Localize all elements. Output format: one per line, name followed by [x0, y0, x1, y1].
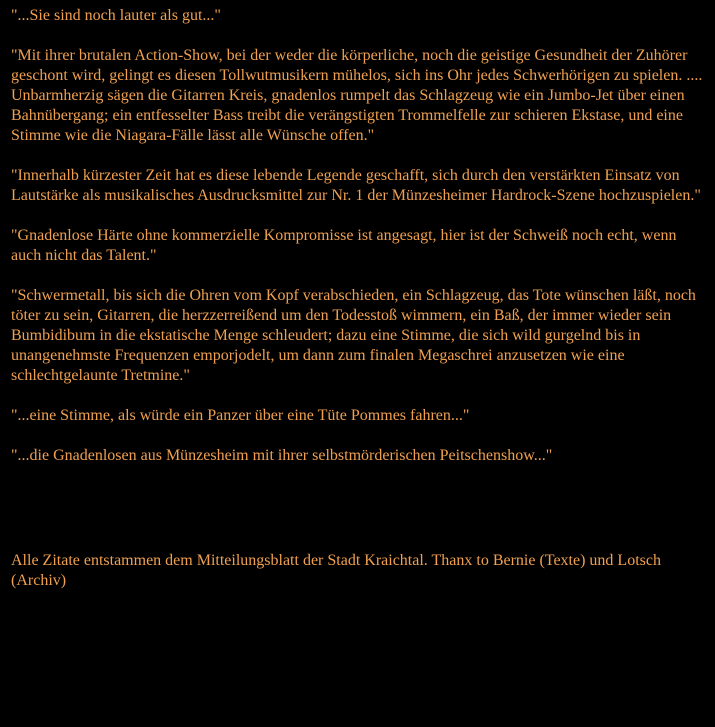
- quote-5: "Schwermetall, bis sich die Ohren vom Kopf verabschieden, ein Schlagzeug, das Tote wünschen läßt, noch töter zu sein, Gitarren, die herzzerreißend um den Todesstoß wimmern, ein Baß, der immer wieder sein Bumbidibum in die ekstatische Menge schleudert; dazu eine Stimme, die sich wild gurgelnd bis in unangenehmste Frequenzen emporjodelt, um dann zum finalen Megaschrei anzusetzen wie eine schlechtgelaunte Tretmine.": [11, 287, 696, 384]
- quote-3: "Innerhalb kürzester Zeit hat es diese lebende Legende geschafft, sich durch den verstärkten Einsatz von Lautstärke als musikalisches Ausdrucksmittel zur Nr. 1 der Münzesheimer Hardrock-Szene hochzuspielen.": [11, 167, 701, 204]
- quote-6: "...eine Stimme, als würde ein Panzer über eine Tüte Pommes fahren...": [11, 407, 470, 424]
- quote-2: "Mit ihrer brutalen Action-Show, bei der weder die körperliche, noch die geistige Gesundheit der Zuhörer geschont wird, gelingt es diesen Tollwutmusikern mühelos, sich ins Ohr jedes Schwerhörigen zu spielen. .... Unbarmherzig sägen die Gitarren Kreis, gnadenlos rumpelt das Schlagzeug wie ein Jumbo-Jet über einen Bahnübergang; ein entfesselter Bass treibt die verängstigten Trommelfelle zur schieren Ekstase, und eine Stimme wie die Niagara-Fälle lässt alle Wünsche offen.": [11, 47, 703, 144]
- credit-note: Alle Zitate entstammen dem Mitteilungsblatt der Stadt Kraichtal. Thanx to Bernie (Texte) und Lotsch (Archiv): [11, 552, 661, 589]
- quote-4: "Gnadenlose Härte ohne kommerzielle Kompromisse ist angesagt, hier ist der Schweiß noch echt, wenn auch nicht das Talent.": [11, 227, 677, 264]
- quote-7: "...die Gnadenlosen aus Münzesheim mit ihrer selbstmörderischen Peitschenshow...": [11, 447, 553, 464]
- quote-1: "...Sie sind noch lauter als gut...": [11, 7, 221, 24]
- spacer: [11, 486, 705, 551]
